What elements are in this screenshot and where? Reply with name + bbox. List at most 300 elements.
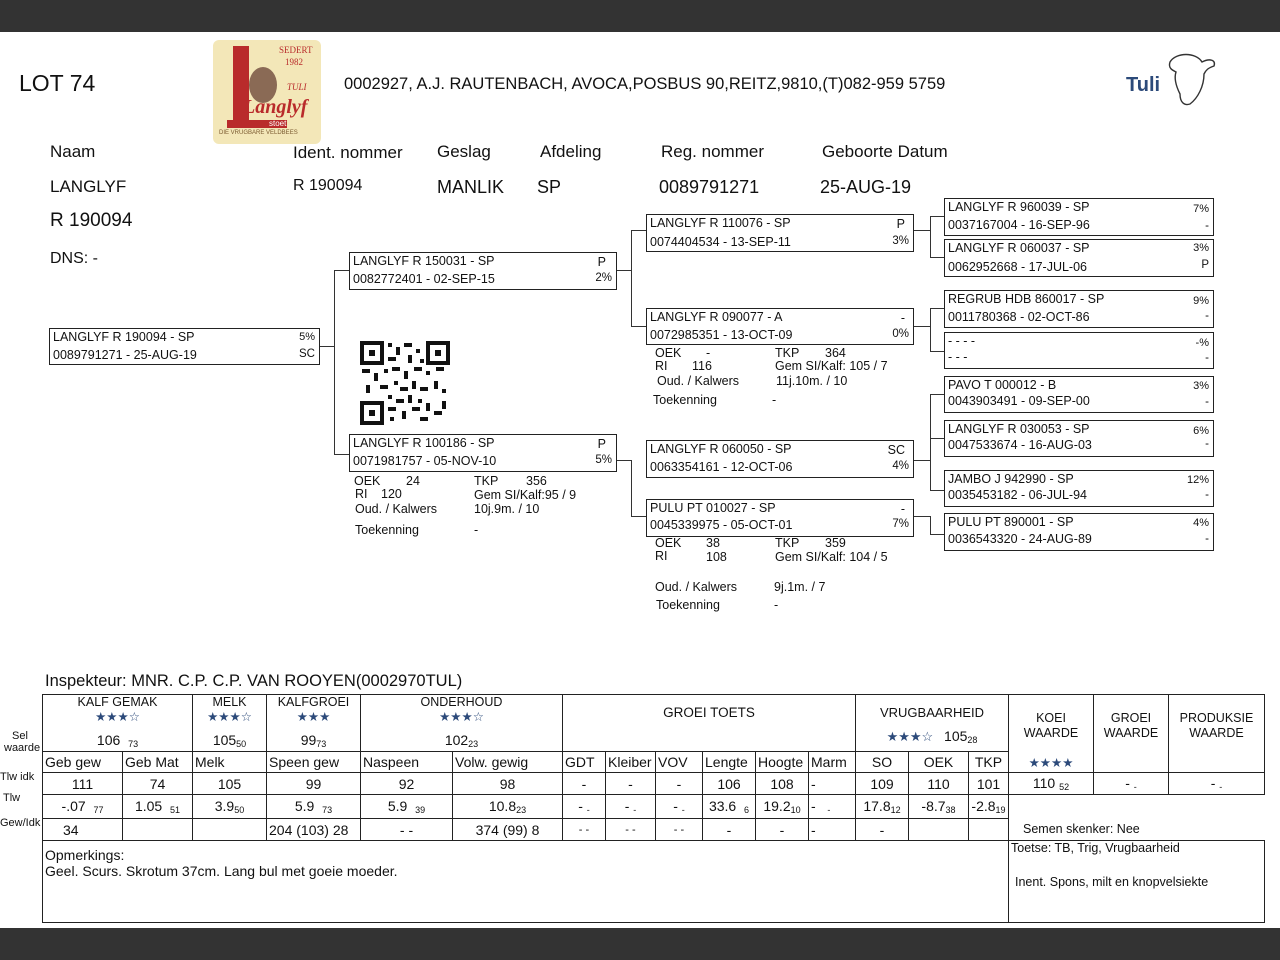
pedigree-code: P <box>597 255 606 269</box>
group-label: KALFGROEI <box>277 695 350 709</box>
tlw-acc: 50 <box>234 805 245 815</box>
header-afdeling: Afdeling <box>540 142 602 161</box>
connector <box>617 460 631 461</box>
pedigree-reg: 0011780368 - 02-OCT-86 <box>948 310 1090 324</box>
connector <box>334 270 335 454</box>
pedigree-reg: 0045339975 - 05-OCT-01 <box>650 518 793 532</box>
tlw-acc: 39 <box>415 805 426 815</box>
connector <box>930 308 931 351</box>
pedigree-reg: 0089791271 - 25-AUG-19 <box>53 348 197 362</box>
pedigree-pct: 4% <box>1193 517 1209 529</box>
tlw-value: -8.7 <box>921 798 946 814</box>
tuli-logo <box>1118 48 1222 110</box>
row-label-tlw: Tlw <box>3 792 21 804</box>
bottom-bar <box>0 928 1280 960</box>
tlw-value: - <box>673 798 678 814</box>
pedigree-self <box>49 328 320 365</box>
pedigree-pct: 3% <box>892 235 909 247</box>
remarks-text: Geel. Scurs. Skrotum 37cm. Lang bul met goeie moeder. <box>45 863 398 879</box>
kalf-gemak-val: 106 <box>96 732 121 749</box>
pedigree-sire <box>349 252 617 290</box>
table-cell <box>809 795 856 819</box>
table-cell: 101 <box>969 773 1009 795</box>
pedigree-pct: 4% <box>892 460 909 472</box>
connector <box>914 230 930 231</box>
pedigree-g1 <box>944 198 1214 236</box>
table-row-tlw <box>43 795 1265 819</box>
animal-naam: LANGLYF <box>50 177 127 196</box>
dd-gem: Gem SI/Kalf: 104 / 5 <box>775 550 888 564</box>
tlw-acc: - <box>633 805 637 815</box>
header-ident: Ident. nommer <box>293 143 403 162</box>
prod-idk: - <box>1210 775 1216 791</box>
col-header: SO <box>856 752 909 773</box>
dd-toek: - <box>774 598 779 612</box>
tuli-wordmark: Tuli <box>1126 74 1161 96</box>
dd-ri-label: RI <box>655 549 668 563</box>
kalfgroei-value <box>267 731 361 752</box>
connector <box>320 346 334 347</box>
col-header: TKP <box>969 752 1009 773</box>
logo-stoet: stoet <box>269 119 287 128</box>
pedigree-code: - <box>1205 533 1209 545</box>
group-label: KALF GEMAK <box>77 695 158 709</box>
pedigree-reg: 0063354161 - 12-OCT-06 <box>650 460 793 474</box>
table-cell <box>43 795 123 819</box>
group-label: ONDERHOUD <box>420 695 503 709</box>
pedigree-name: - - - - <box>948 334 976 348</box>
animal-ident: R 190094 <box>293 177 363 194</box>
lot-number: LOT 74 <box>19 70 96 96</box>
sd-tkp: 364 <box>825 346 846 360</box>
star-rating-icon: ★★★☆ <box>207 710 252 724</box>
connector <box>914 460 930 461</box>
dam-ri: 120 <box>381 487 402 501</box>
kalfgroei-val: 99 <box>300 732 317 749</box>
pedigree-dd <box>646 499 914 537</box>
col-header: GDT <box>563 752 606 773</box>
group-onderhoud <box>361 695 563 731</box>
pedigree-pct: 2% <box>595 272 612 284</box>
pedigree-g8 <box>944 513 1214 551</box>
tlw-acc: - <box>681 805 685 815</box>
tlw-acc: 73 <box>322 805 333 815</box>
table-cell: 105 <box>193 773 267 795</box>
pedigree-g6 <box>944 420 1214 457</box>
pedigree-code: - <box>900 502 905 516</box>
pedigree-name: PULU PT 010027 - SP <box>650 501 776 515</box>
star-rating-icon: ★★★☆ <box>95 710 140 724</box>
table-cell: 109 <box>856 773 909 795</box>
pedigree-reg: 0082772401 - 02-SEP-15 <box>353 272 495 286</box>
pedigree-pct: -% <box>1195 337 1209 349</box>
pedigree-pct: 6% <box>1193 425 1209 437</box>
table-cell: 374 (99) 8 <box>453 819 563 841</box>
connector <box>930 216 945 217</box>
pedigree-code: SC <box>299 348 315 360</box>
pedigree-reg: - - - <box>948 350 968 364</box>
dam-oud: 10j.9m. / 10 <box>474 502 540 516</box>
col-header: Lengte <box>703 752 756 773</box>
sd-ri: 116 <box>692 359 712 373</box>
table-cell: 106 <box>703 773 756 795</box>
pedigree-reg: 0072985351 - 13-OCT-09 <box>650 328 793 342</box>
tlw-value: -2.8 <box>971 798 996 814</box>
pedigree-code: - <box>900 311 905 325</box>
dd-toek-label: Toekenning <box>656 598 720 612</box>
table-cell <box>656 795 703 819</box>
top-bar <box>0 0 1280 32</box>
connector <box>930 394 945 395</box>
tests-text: Toetse: TB, Trig, Vrugbaarheid <box>1011 841 1180 855</box>
dd-oek: 38 <box>706 536 720 550</box>
tlw-value: - <box>578 798 583 814</box>
table-cell: 110 <box>909 773 969 795</box>
star-rating-icon: ★★★☆ <box>439 710 484 724</box>
pedigree-g3 <box>944 290 1214 328</box>
tlw-value: 10.8 <box>488 798 517 814</box>
col-header: Volw. gewig <box>453 752 563 773</box>
table-cell: - <box>809 819 856 841</box>
tlw-acc: 12 <box>890 805 901 815</box>
onderhoud-sub: 23 <box>468 739 479 750</box>
col-header: Marm <box>809 752 856 773</box>
table-cell: - - <box>656 819 703 841</box>
groei-idk-sub: - <box>1133 782 1137 792</box>
pedigree-name: LANGLYF R 110076 - SP <box>650 216 791 230</box>
table-cell: 204 (103) 28 <box>267 819 361 841</box>
dam-oud-label: Oud. / Kalwers <box>355 502 437 516</box>
pedigree-name: LANGLYF R 960039 - SP <box>948 200 1090 214</box>
logo-year: 1982 <box>285 57 303 67</box>
tlw-value: - <box>811 798 816 814</box>
group-vrugbaarheid <box>856 695 1009 752</box>
group-kalfgroei <box>267 695 361 731</box>
table-cell: 111 <box>43 773 123 795</box>
vaccinations-text: Inent. Spons, milt en knopvelsiekte <box>1015 875 1209 889</box>
koei-idk-sub: 52 <box>1059 782 1070 792</box>
pedigree-name: LANGLYF R 090077 - A <box>650 310 783 324</box>
tlw-value: 1.05 <box>134 798 163 814</box>
table-cell <box>1009 773 1094 795</box>
row-label-sel: Sel waarde <box>4 730 41 754</box>
pedigree-reg: 0047533674 - 16-AUG-03 <box>948 438 1092 452</box>
group-produksie-waarde: PRODUKSIE WAARDE <box>1169 695 1265 773</box>
kalfgroei-sub: 73 <box>316 739 327 750</box>
pedigree-name: LANGLYF R 100186 - SP <box>353 436 495 450</box>
pedigree-code: - <box>1205 220 1209 232</box>
table-cell: - <box>809 773 856 795</box>
group-groei-toets: GROEI TOETS <box>563 695 856 752</box>
prod-idk-sub: - <box>1219 782 1223 792</box>
connector <box>914 516 930 517</box>
pedigree-pct: 5% <box>595 454 612 466</box>
pedigree-reg: 0036543320 - 24-AUG-89 <box>948 532 1092 546</box>
genetics-table <box>42 694 1265 923</box>
header-reg: Reg. nommer <box>661 142 764 161</box>
pedigree-g7 <box>944 470 1214 507</box>
pedigree-code: - <box>1205 489 1209 501</box>
breeder-info: 0002927, A.J. RAUTENBACH, AVOCA,POSBUS 90,REITZ,9810,(T)082-959 5759 <box>344 75 946 93</box>
sd-ri-label: RI <box>655 359 668 373</box>
table-cell-empty <box>1009 795 1265 819</box>
melk-sub: 50 <box>236 739 247 750</box>
table-cell <box>563 795 606 819</box>
table-cell <box>909 795 969 819</box>
dam-oek-label: OEK <box>354 474 381 488</box>
pedigree-name: LANGLYF R 060037 - SP <box>948 241 1090 255</box>
connector <box>631 230 632 326</box>
pedigree-code: P <box>1201 259 1209 271</box>
table-cell <box>703 795 756 819</box>
table-cell <box>123 795 193 819</box>
table-cell: - <box>856 819 909 841</box>
pedigree-g2 <box>944 239 1214 277</box>
pedigree-g5 <box>944 376 1214 413</box>
animal-geboorte: 25-AUG-19 <box>820 177 912 197</box>
vrug-value: 105 <box>944 728 968 744</box>
table-cell <box>267 795 361 819</box>
dd-tkp-label: TKP <box>775 536 800 550</box>
table-cell: - <box>656 773 703 795</box>
table-cell <box>1169 773 1265 795</box>
remarks-label: Opmerkings: <box>45 847 125 863</box>
pedigree-code: P <box>896 217 905 231</box>
star-rating-icon: ★★★☆ <box>886 729 934 744</box>
pedigree-ss <box>646 214 914 252</box>
tlw-value: 19.2 <box>763 798 791 814</box>
table-cell <box>969 819 1009 841</box>
pedigree-pct: 7% <box>1193 203 1209 215</box>
pedigree-pct: 12% <box>1186 474 1209 486</box>
tlw-value: -.07 <box>61 798 86 814</box>
tlw-acc: 10 <box>790 805 801 815</box>
table-cell: - <box>606 773 656 795</box>
col-header: Kleiber <box>606 752 656 773</box>
pedigree-name: LANGLYF R 150031 - SP <box>353 254 495 268</box>
star-rating-icon: ★★★★ <box>1028 756 1074 770</box>
pedigree-name: REGRUB HDB 860017 - SP <box>948 292 1105 306</box>
sd-tkp-label: TKP <box>775 346 800 360</box>
pedigree-reg: 0062952668 - 17-JUL-06 <box>948 260 1087 274</box>
connector <box>930 308 945 309</box>
pedigree-code: P <box>597 437 606 451</box>
table-cell: - <box>756 819 809 841</box>
pedigree-dam <box>349 434 617 472</box>
melk-val: 105 <box>212 732 237 749</box>
group-label: VRUGBAARHEID <box>879 705 985 720</box>
sd-oud: 11j.10m. / 10 <box>776 374 848 388</box>
tlw-value: 33.6 <box>708 798 737 814</box>
table-cell <box>453 795 563 819</box>
table-cell <box>606 795 656 819</box>
table-cell: 108 <box>756 773 809 795</box>
tlw-value: 3.9 <box>214 798 235 814</box>
sd-gem: Gem SI/Kalf: 105 / 7 <box>775 359 888 373</box>
connector <box>930 534 945 535</box>
table-cell <box>123 819 193 841</box>
animal-geslag: MANLIK <box>437 177 505 197</box>
dam-ri-label: RI <box>355 487 368 501</box>
sd-oek-label: OEK <box>655 346 682 360</box>
table-cell <box>193 819 267 841</box>
col-header: OEK <box>909 752 969 773</box>
connector <box>914 326 930 327</box>
table-cell: - - <box>606 819 656 841</box>
pedigree-reg: 0035453182 - 06-JUL-94 <box>948 488 1087 502</box>
tlw-value: - <box>624 798 630 814</box>
col-header: Speen gew <box>267 752 361 773</box>
logo-sedert: SEDERT <box>279 45 313 55</box>
pedigree-code: - <box>1205 396 1209 408</box>
sd-oud-label: Oud. / Kalwers <box>657 374 739 388</box>
inspector: Inspekteur: MNR. C.P. C.P. VAN ROOYEN(0002970TUL) <box>45 672 463 690</box>
pedigree-name: LANGLYF R 060050 - SP <box>650 442 792 456</box>
tlw-acc: 51 <box>170 805 181 815</box>
table-cell <box>969 795 1009 819</box>
col-header: Geb Mat <box>123 752 193 773</box>
table-cell: - - <box>563 819 606 841</box>
melk-value <box>193 731 267 752</box>
animal-reg: 0089791271 <box>659 177 760 197</box>
sd-toek-label: Toekenning <box>653 393 717 407</box>
header-geslag: Geslag <box>437 142 491 161</box>
pedigree-g4 <box>944 332 1214 369</box>
qr-code-icon <box>360 341 450 425</box>
pedigree-pct: 7% <box>892 518 909 530</box>
pedigree-reg: 0074404534 - 13-SEP-11 <box>650 235 791 249</box>
pedigree-reg: 0043903491 - 09-SEP-00 <box>948 394 1090 408</box>
tests-box <box>1009 841 1265 923</box>
tlw-acc: 19 <box>995 805 1006 815</box>
table-cell <box>1094 773 1169 795</box>
col-header: Naspeen <box>361 752 453 773</box>
connector <box>631 326 646 327</box>
pedigree-name: LANGLYF R 030053 - SP <box>948 422 1090 436</box>
dd-ri: 108 <box>706 550 727 564</box>
tlw-acc: 6 <box>744 805 750 815</box>
table-cell: - <box>703 819 756 841</box>
connector <box>334 270 350 271</box>
header-naam: Naam <box>50 142 96 161</box>
table-cell: - <box>563 773 606 795</box>
langlyf-logo <box>213 40 321 144</box>
connector <box>617 270 631 271</box>
connector <box>930 216 931 257</box>
group-label: KOEI WAARDE <box>1023 711 1079 740</box>
tlw-acc: 38 <box>945 805 956 815</box>
dam-tkp: 356 <box>526 474 547 488</box>
table-cell <box>856 795 909 819</box>
tlw-acc: 77 <box>93 805 104 815</box>
table-cell: 34 <box>43 819 123 841</box>
connector <box>930 394 931 490</box>
connector <box>930 351 945 352</box>
pedigree-pct: 3% <box>1193 380 1209 392</box>
animal-afdeling: SP <box>537 177 562 197</box>
dns: DNS: - <box>50 250 98 267</box>
table-cell <box>361 795 453 819</box>
pedigree-code: - <box>1205 438 1209 450</box>
pedigree-pct: 3% <box>1193 242 1209 254</box>
group-melk <box>193 695 267 731</box>
pedigree-reg: 0071981757 - 05-NOV-10 <box>353 454 497 468</box>
kalf-gemak-sub: 73 <box>128 739 139 750</box>
onderhoud-value <box>361 731 563 752</box>
table-cell <box>756 795 809 819</box>
tlw-acc: - <box>586 805 590 815</box>
table-row-idk <box>43 773 1265 795</box>
col-header: Hoogte <box>756 752 809 773</box>
col-header: VOV <box>656 752 703 773</box>
col-header: Melk <box>193 752 267 773</box>
pedigree-name: LANGLYF R 190094 - SP <box>53 330 195 344</box>
logo-slogan: DIE VRUGBARE VELDBEES <box>219 130 298 136</box>
pedigree-pct: 5% <box>299 331 315 343</box>
group-kalf-gemak <box>43 695 193 731</box>
connector <box>930 490 945 491</box>
pedigree-name: PAVO T 000012 - B <box>948 378 1057 392</box>
connector <box>334 454 350 455</box>
connector <box>930 257 945 258</box>
pedigree-reg: 0037167004 - 16-SEP-96 <box>948 218 1090 232</box>
pedigree-code: - <box>1205 352 1209 364</box>
animal-ident-large: R 190094 <box>50 210 133 231</box>
pedigree-sd <box>646 308 914 345</box>
onderhoud-val: 102 <box>444 732 469 749</box>
row-label-gew: Gew/Idk <box>0 817 41 829</box>
group-koei-waarde <box>1009 695 1094 773</box>
dd-oud: 9j.1m. / 7 <box>774 580 826 594</box>
pedigree-code: SC <box>887 443 905 457</box>
group-label: MELK <box>212 695 247 709</box>
table-cell: - - <box>361 819 453 841</box>
dam-tkp-label: TKP <box>474 474 499 488</box>
koei-idk: 110 <box>1032 775 1056 791</box>
pedigree-ds <box>646 440 914 478</box>
table-cell: 99 <box>267 773 361 795</box>
group-groei-waarde: GROEI WAARDE <box>1094 695 1169 773</box>
dd-oek-label: OEK <box>655 536 682 550</box>
pedigree-name: PULU PT 890001 - SP <box>948 515 1074 529</box>
table-row-gew <box>43 819 1265 841</box>
connector <box>930 438 945 439</box>
cow-silhouette-icon <box>213 40 321 144</box>
pedigree-pct: 0% <box>892 328 909 340</box>
table-cell <box>909 819 969 841</box>
tlw-value: 17.8 <box>863 798 891 814</box>
dd-oud-label: Oud. / Kalwers <box>655 580 737 594</box>
tlw-value: 5.9 <box>294 798 315 814</box>
sd-toek: - <box>772 393 777 407</box>
tlw-acc: - <box>827 805 831 815</box>
sd-oek: - <box>706 346 711 360</box>
semen-donor: Semen skenker: Nee <box>1023 822 1140 837</box>
pedigree-pct: 9% <box>1193 295 1209 307</box>
tlw-acc: 23 <box>516 805 527 815</box>
tlw-value: 5.9 <box>387 798 408 814</box>
pedigree-code: - <box>1205 310 1209 322</box>
connector <box>631 516 646 517</box>
dam-toek: - <box>474 523 479 537</box>
vrug-sub: 28 <box>967 735 978 745</box>
connector <box>631 230 646 231</box>
table-cell: 98 <box>453 773 563 795</box>
dam-gem: Gem SI/Kalf:95 / 9 <box>474 488 577 502</box>
logo-tuli: TULI <box>287 82 307 92</box>
dam-oek: 24 <box>406 474 420 488</box>
connector <box>930 516 931 534</box>
